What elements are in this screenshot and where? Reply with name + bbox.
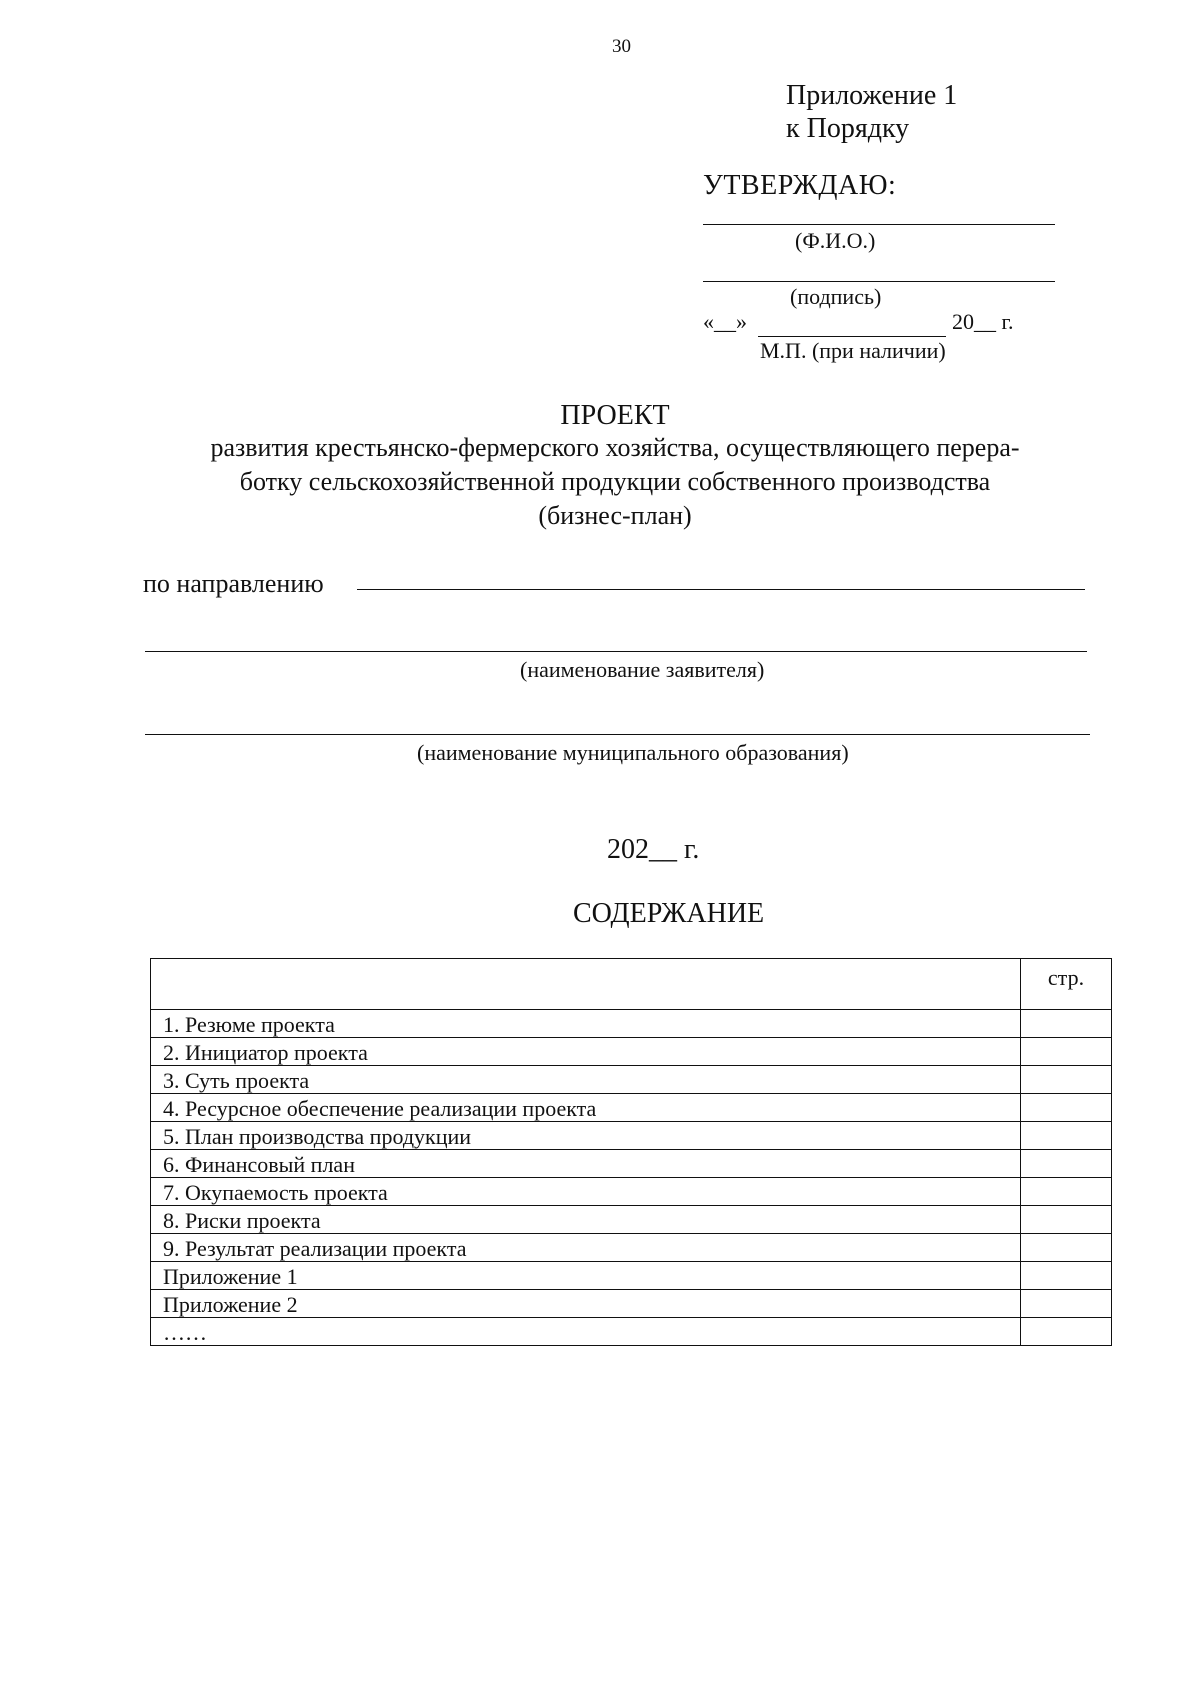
municipality-field-line	[145, 734, 1090, 735]
contents-item: Приложение 2	[151, 1290, 1021, 1318]
project-description	[140, 431, 1090, 533]
contents-row	[151, 1066, 1112, 1094]
contents-page-cell	[1021, 1094, 1112, 1122]
contents-page-cell	[1021, 1234, 1112, 1262]
contents-page-cell	[1021, 1262, 1112, 1290]
contents-row	[151, 1206, 1112, 1234]
contents-item: Приложение 1	[151, 1262, 1021, 1290]
contents-row	[151, 1094, 1112, 1122]
contents-page-cell	[1021, 1038, 1112, 1066]
contents-page-cell	[1021, 1290, 1112, 1318]
contents-page-cell	[1021, 1122, 1112, 1150]
contents-row	[151, 1122, 1112, 1150]
date-year-field: 20__ г.	[952, 309, 1014, 334]
contents-title: СОДЕРЖАНИЕ	[573, 898, 765, 929]
contents-page-cell	[1021, 1178, 1112, 1206]
contents-page-cell	[1021, 1206, 1112, 1234]
contents-item: 3. Суть проекта	[151, 1066, 1021, 1094]
project-description-line-2: ботку сельскохозяйственной продукции собственного производства	[239, 467, 991, 496]
page-number: 30	[612, 36, 631, 57]
contents-item: 8. Риски проекта	[151, 1206, 1021, 1234]
page-column-header: стр.	[1021, 959, 1112, 1010]
contents-item: 2. Инициатор проекта	[151, 1038, 1021, 1066]
contents-item: 4. Ресурсное обеспечение реализации проекта	[151, 1094, 1021, 1122]
contents-table	[150, 958, 1112, 1346]
contents-row	[151, 1150, 1112, 1178]
contents-row	[151, 1010, 1112, 1038]
contents-header-blank	[151, 959, 1021, 1010]
contents-page-cell	[1021, 1150, 1112, 1178]
date-month-field-line	[758, 336, 946, 337]
signature-caption: (подпись)	[790, 284, 882, 309]
fio-field-line	[703, 224, 1055, 225]
contents-page-cell	[1021, 1318, 1112, 1346]
project-description-line-3: (бизнес-план)	[538, 501, 692, 530]
municipality-caption: (наименование муниципального образования)	[417, 740, 849, 765]
document-year: 202__ г.	[607, 834, 700, 865]
project-description-line-1: развития крестьянско-фермерского хозяйства, осуществляющего перера-	[210, 433, 1020, 462]
contents-page-cell	[1021, 1010, 1112, 1038]
signature-field-line	[703, 281, 1055, 282]
appendix-subtitle: к Порядку	[786, 113, 910, 144]
contents-page-cell	[1021, 1066, 1112, 1094]
contents-item: 7. Окупаемость проекта	[151, 1178, 1021, 1206]
seal-caption: М.П. (при наличии)	[760, 338, 946, 363]
project-title: ПРОЕКТ	[560, 400, 670, 431]
contents-item: 1. Резюме проекта	[151, 1010, 1021, 1038]
approval-title: УТВЕРЖДАЮ:	[703, 170, 897, 201]
contents-item: 9. Результат реализации проекта	[151, 1234, 1021, 1262]
contents-row	[151, 1234, 1112, 1262]
direction-label: по направлению	[143, 569, 324, 598]
fio-caption: (Ф.И.О.)	[795, 228, 876, 253]
contents-row	[151, 1262, 1112, 1290]
contents-item: ……	[151, 1318, 1021, 1346]
contents-item: 5. План производства продукции	[151, 1122, 1021, 1150]
contents-row	[151, 1178, 1112, 1206]
appendix-title: Приложение 1	[786, 80, 958, 111]
contents-row	[151, 1318, 1112, 1346]
applicant-field-line	[145, 651, 1087, 652]
contents-header-row	[151, 959, 1112, 1010]
contents-row	[151, 1038, 1112, 1066]
contents-row	[151, 1290, 1112, 1318]
contents-item: 6. Финансовый план	[151, 1150, 1021, 1178]
direction-field-line	[357, 589, 1085, 590]
applicant-caption: (наименование заявителя)	[520, 657, 765, 682]
date-day-field: «__»	[703, 309, 747, 334]
